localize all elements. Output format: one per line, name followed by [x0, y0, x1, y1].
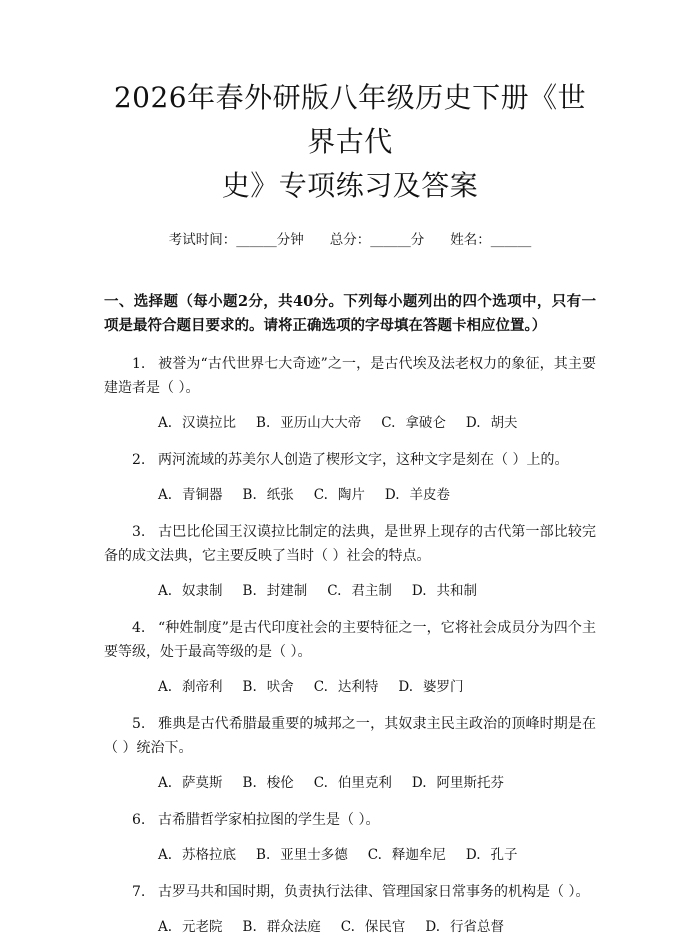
- option-text: 胡夫: [490, 415, 518, 431]
- option-b: [243, 676, 294, 698]
- option-b: [243, 484, 294, 506]
- option-letter: C.: [327, 583, 342, 599]
- option-c: [314, 772, 392, 794]
- option-text: 释迦牟尼: [391, 847, 446, 863]
- question-2: [104, 448, 596, 472]
- question-number: 3.: [132, 524, 146, 540]
- option-list: [104, 772, 596, 794]
- option-letter: B.: [256, 415, 271, 431]
- question-text: “种姓制度”是古代印度社会的主要特征之一，它将社会成员分为四个主要等级，处于最高等级的是（ ）。: [104, 620, 596, 660]
- option-text: 保民官: [364, 919, 406, 935]
- option-letter: D.: [465, 847, 481, 863]
- question-number: 6.: [132, 812, 146, 828]
- question-number: 2.: [132, 452, 146, 468]
- question-text: 古希腊哲学家柏拉图的学生是（ ）。: [158, 812, 380, 828]
- question-number: 5.: [132, 716, 146, 732]
- option-text: 亚历山大大帝: [280, 415, 362, 431]
- option-letter: C.: [381, 415, 396, 431]
- option-letter: D.: [465, 415, 481, 431]
- option-text: 达利特: [337, 679, 379, 695]
- option-text: 刹帝利: [182, 679, 223, 695]
- option-letter: A.: [158, 847, 173, 863]
- option-text: 行省总督: [450, 919, 505, 935]
- option-a: [158, 580, 223, 602]
- option-a: [158, 772, 223, 794]
- option-b: [243, 772, 294, 794]
- score-blank: ______分: [370, 232, 425, 248]
- question-number: 1.: [132, 356, 146, 372]
- question-6: [104, 808, 596, 832]
- option-letter: C.: [313, 487, 328, 503]
- question-list: [104, 352, 596, 938]
- option-text: 亚里士多德: [280, 847, 348, 863]
- option-d: [412, 772, 504, 794]
- option-text: 青铜器: [182, 487, 223, 503]
- option-c: [341, 916, 406, 938]
- option-letter: B.: [242, 583, 257, 599]
- option-d: [398, 676, 463, 698]
- option-d: [412, 580, 477, 602]
- option-c: [314, 676, 379, 698]
- option-list: [104, 844, 596, 866]
- option-text: 伯里克利: [337, 775, 392, 791]
- title-line-1: 2026年春外研版八年级历史下册《世界古代: [113, 81, 587, 158]
- score-label: 总分：: [329, 232, 371, 248]
- question-7: [104, 880, 596, 904]
- option-text: 君主制: [351, 583, 392, 599]
- question-number: 7.: [132, 884, 146, 900]
- option-c: [327, 580, 392, 602]
- question-1: [104, 352, 596, 400]
- option-letter: A.: [158, 583, 173, 599]
- option-b: [243, 916, 321, 938]
- document-title: [104, 76, 596, 208]
- option-list: [104, 580, 596, 602]
- question-4: [104, 616, 596, 664]
- option-letter: C.: [367, 847, 382, 863]
- option-text: 汉谟拉比: [182, 415, 237, 431]
- title-line-2: 史》专项练习及答案: [221, 169, 479, 202]
- name-label: 姓名：: [450, 232, 491, 248]
- option-list: [104, 916, 596, 938]
- option-text: 苏格拉底: [182, 847, 237, 863]
- option-b: [243, 580, 308, 602]
- question-text: 两河流域的苏美尔人创造了楔形文字，这种文字是刻在（ ）上的。: [158, 452, 569, 468]
- option-text: 吠舍: [266, 679, 294, 695]
- option-text: 群众法庭: [266, 919, 321, 935]
- option-letter: D.: [425, 919, 441, 935]
- option-letter: B.: [256, 847, 271, 863]
- option-text: 纸张: [266, 487, 294, 503]
- section-heading: 一、选择题（每小题2分，共40分。下列每小题列出的四个选项中，只有一项是最符合题目要求的。请将正确选项的字母填在答题卡相应位置。）: [104, 293, 596, 334]
- option-text: 梭伦: [266, 775, 294, 791]
- option-text: 共和制: [436, 583, 478, 599]
- option-d: [466, 412, 518, 434]
- option-letter: A.: [158, 415, 173, 431]
- question-text: 雅典是古代希腊最重要的城邦之一，其奴隶主民主政治的顶峰时期是在（ ）统治下。: [104, 716, 596, 756]
- option-c: [368, 844, 446, 866]
- question-text: 被誉为“古代世界七大奇迹”之一，是古代埃及法老权力的象征，其主要建造者是（ ）。: [104, 356, 596, 396]
- question-number: 4.: [132, 620, 146, 636]
- option-letter: C.: [340, 919, 355, 935]
- option-a: [158, 484, 223, 506]
- option-text: 元老院: [182, 919, 223, 935]
- option-text: 羊皮卷: [409, 487, 451, 503]
- exam-info: [104, 230, 596, 250]
- option-a: [158, 412, 236, 434]
- option-a: [158, 916, 223, 938]
- option-letter: A.: [158, 775, 173, 791]
- option-text: 阿里斯托芬: [436, 775, 505, 791]
- option-b: [256, 844, 348, 866]
- option-letter: D.: [384, 487, 400, 503]
- option-list: [104, 484, 596, 506]
- option-letter: A.: [158, 919, 173, 935]
- option-letter: D.: [411, 583, 427, 599]
- option-letter: C.: [313, 679, 328, 695]
- question-5: [104, 712, 596, 760]
- option-letter: B.: [242, 679, 257, 695]
- option-text: 陶片: [337, 487, 365, 503]
- question-3: [104, 520, 596, 568]
- option-c: [314, 484, 365, 506]
- time-blank: ______分钟: [236, 232, 304, 248]
- option-a: [158, 676, 223, 698]
- option-text: 奴隶制: [182, 583, 223, 599]
- option-letter: B.: [242, 775, 257, 791]
- name-blank: ______: [490, 232, 532, 248]
- option-d: [385, 484, 450, 506]
- question-text: 古罗马共和国时期，负责执行法律、管理国家日常事务的机构是（ ）。: [158, 884, 590, 900]
- option-c: [381, 412, 446, 434]
- option-text: 拿破仑: [405, 415, 446, 431]
- option-letter: B.: [242, 919, 257, 935]
- option-b: [256, 412, 361, 434]
- option-list: [104, 676, 596, 698]
- option-letter: A.: [158, 679, 173, 695]
- time-label: 考试时间：: [168, 232, 237, 248]
- question-text: 古巴比伦国王汉谟拉比制定的法典，是世界上现存的古代第一部比较完备的成文法典，它主要反映了当时（ ）社会的特点。: [104, 524, 596, 564]
- option-letter: B.: [242, 487, 257, 503]
- option-letter: D.: [398, 679, 414, 695]
- option-letter: C.: [313, 775, 328, 791]
- option-a: [158, 844, 236, 866]
- option-letter: D.: [411, 775, 427, 791]
- option-list: [104, 412, 596, 434]
- option-d: [425, 916, 504, 938]
- option-d: [466, 844, 518, 866]
- option-letter: A.: [158, 487, 173, 503]
- option-text: 封建制: [266, 583, 308, 599]
- option-text: 萨莫斯: [182, 775, 223, 791]
- option-text: 孔子: [490, 847, 518, 863]
- option-text: 婆罗门: [423, 679, 464, 695]
